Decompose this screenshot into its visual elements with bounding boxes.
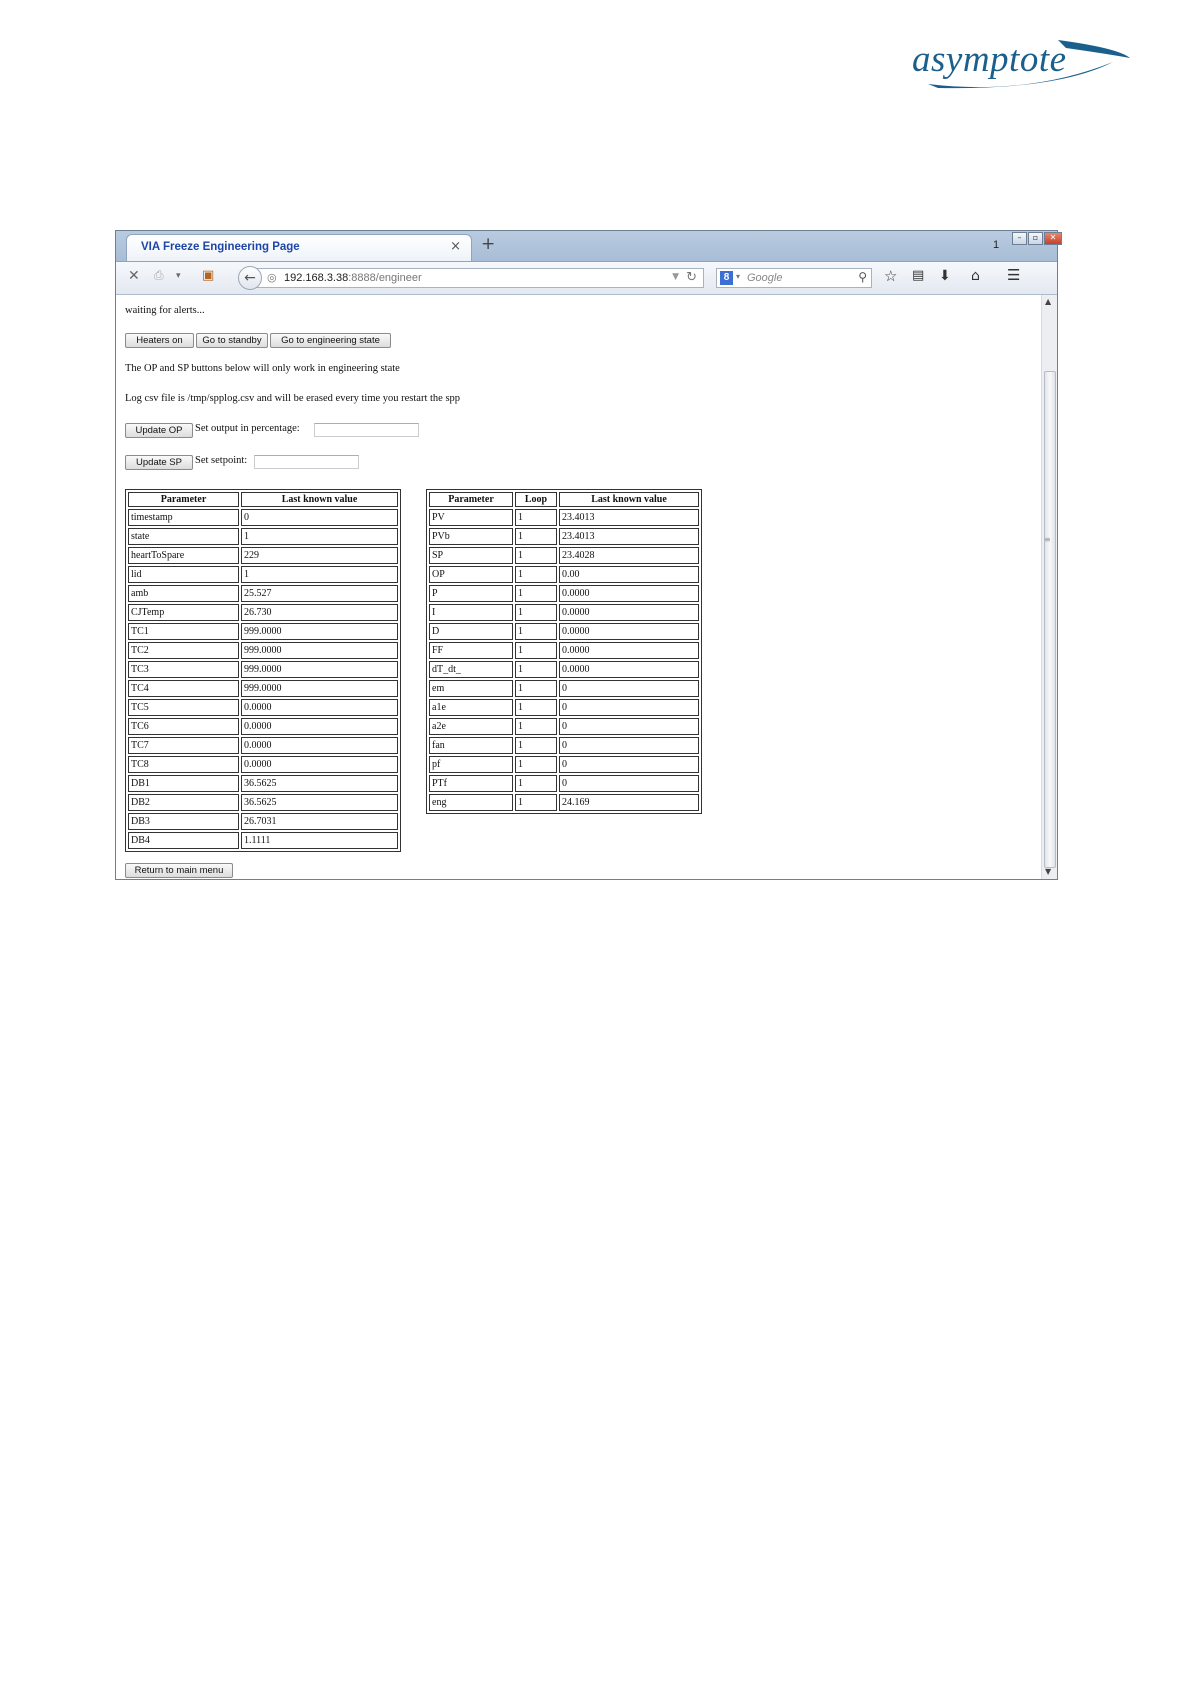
table-cell: 1 (515, 585, 557, 602)
table-cell: pf (429, 756, 513, 773)
table-cell: eng (429, 794, 513, 811)
table-cell: 1 (515, 528, 557, 545)
table-row (429, 585, 699, 602)
table-cell: amb (128, 585, 239, 602)
table-row (128, 832, 398, 849)
maximize-icon[interactable]: ▫ (1028, 232, 1043, 245)
table-row (128, 509, 398, 526)
column-header: Last known value (559, 492, 699, 507)
table-cell: 1 (515, 547, 557, 564)
bookmarks-list-icon[interactable]: ▤ (912, 268, 925, 283)
scroll-grip-icon: ≡ (1044, 535, 1051, 544)
asymptote-logo (908, 34, 1130, 90)
table-cell: I (429, 604, 513, 621)
table-row (429, 604, 699, 621)
table-cell: TC4 (128, 680, 239, 697)
globe-icon: ◎ (267, 271, 277, 284)
table-cell: 1 (515, 623, 557, 640)
search-magnifier-icon[interactable]: ⚲ (858, 270, 867, 284)
new-tab-icon[interactable]: + (481, 234, 496, 254)
set-setpoint-label: Set setpoint: (195, 455, 248, 466)
bookmark-star-icon[interactable]: ☆ (884, 267, 898, 285)
table-cell: 1 (515, 794, 557, 811)
table-cell: TC1 (128, 623, 239, 640)
engineering-note: The OP and SP buttons below will only work in engineering state (125, 363, 400, 374)
tab-count: 1 (993, 239, 1000, 251)
table-cell: 23.4013 (559, 509, 699, 526)
return-to-main-menu-button[interactable]: Return to main menu (125, 863, 233, 878)
table-cell: fan (429, 737, 513, 754)
vertical-scrollbar[interactable] (1041, 295, 1057, 879)
scroll-down-arrow-icon[interactable]: ▼ (1045, 867, 1052, 876)
setpoint-input[interactable] (254, 455, 359, 469)
tab-bar (116, 231, 1057, 262)
table-header-row (128, 492, 398, 507)
table-cell: 0.0000 (559, 661, 699, 678)
table-cell: 26.730 (241, 604, 398, 621)
table-cell: FF (429, 642, 513, 659)
table-cell: DB4 (128, 832, 239, 849)
table-cell: 0.0000 (241, 718, 398, 735)
table-row (429, 680, 699, 697)
table-row (128, 699, 398, 716)
table-cell: 1 (515, 642, 557, 659)
logo-text: asymptote (912, 39, 1067, 80)
output-percentage-input[interactable] (314, 423, 419, 437)
table-cell: TC7 (128, 737, 239, 754)
table-cell: 999.0000 (241, 661, 398, 678)
menu-hamburger-icon[interactable]: ☰ (1007, 266, 1021, 284)
table-cell: SP (429, 547, 513, 564)
table-row (128, 585, 398, 602)
table-row (128, 680, 398, 697)
download-icon[interactable]: ⬇ (939, 268, 951, 284)
table-row (128, 528, 398, 545)
table-cell: TC5 (128, 699, 239, 716)
table-cell: 1 (515, 604, 557, 621)
table-cell: PTf (429, 775, 513, 792)
table-cell: 0 (559, 680, 699, 697)
table-row (128, 737, 398, 754)
minimize-icon[interactable]: – (1012, 232, 1027, 245)
table-cell: 1 (241, 528, 398, 545)
url-dropdown-icon[interactable]: ▼ (672, 272, 679, 282)
table-cell: 0 (559, 699, 699, 716)
table-cell: 999.0000 (241, 642, 398, 659)
scroll-up-arrow-icon[interactable]: ▲ (1045, 297, 1052, 306)
reload-icon[interactable]: ↻ (686, 270, 697, 285)
table-cell: 999.0000 (241, 680, 398, 697)
table-row (128, 604, 398, 621)
column-header: Last known value (241, 492, 398, 507)
table-row (128, 642, 398, 659)
table-cell: 1 (515, 737, 557, 754)
table-cell: 0 (559, 718, 699, 735)
table-row (128, 547, 398, 564)
table-cell: 0.00 (559, 566, 699, 583)
search-bar[interactable] (716, 268, 872, 288)
table-cell: 1 (515, 699, 557, 716)
table-cell: 0 (559, 737, 699, 754)
tab-title: VIA Freeze Engineering Page (141, 241, 300, 253)
table-cell: 999.0000 (241, 623, 398, 640)
print-icon[interactable]: ⎙ (154, 268, 164, 282)
log-file-note: Log csv file is /tmp/spplog.csv and will be erased every time you restart the spp (125, 393, 461, 404)
table-row (429, 566, 699, 583)
table-row (429, 642, 699, 659)
table-cell: 36.5625 (241, 794, 398, 811)
table-cell: state (128, 528, 239, 545)
table-cell: 0.0000 (559, 642, 699, 659)
google-icon[interactable]: 8 (720, 271, 733, 285)
update-sp-button[interactable]: Update SP (125, 455, 193, 470)
table-cell: OP (429, 566, 513, 583)
table-row (128, 718, 398, 735)
screenshot-icon[interactable]: ▣ (202, 268, 215, 283)
table-row (429, 547, 699, 564)
table-cell: 0.0000 (559, 585, 699, 602)
loop-parameters-table (426, 489, 702, 814)
table-cell: CJTemp (128, 604, 239, 621)
update-op-button[interactable]: Update OP (125, 423, 193, 438)
table-header-row (429, 492, 699, 507)
url-bar[interactable] (256, 268, 704, 288)
window-controls (1012, 232, 1062, 245)
url-text[interactable]: 192.168.3.38:8888/engineer (284, 272, 422, 284)
table-cell: 23.4013 (559, 528, 699, 545)
table-cell: dT_dt_ (429, 661, 513, 678)
table-cell: TC6 (128, 718, 239, 735)
table-row (128, 775, 398, 792)
back-arrow-icon[interactable]: ← (238, 266, 262, 290)
table-row (128, 756, 398, 773)
table-row (128, 794, 398, 811)
table-cell: 0 (241, 509, 398, 526)
table-cell: 1 (515, 566, 557, 583)
tab-engineering-page[interactable] (126, 234, 472, 261)
table-cell: 1 (515, 661, 557, 678)
table-cell: 0.0000 (241, 737, 398, 754)
go-to-engineering-state-button[interactable]: Go to engineering state (270, 333, 391, 348)
table-cell: 1 (515, 756, 557, 773)
table-row (429, 756, 699, 773)
table-cell: PV (429, 509, 513, 526)
table-cell: 0.0000 (241, 756, 398, 773)
home-icon[interactable]: ⌂ (971, 268, 980, 284)
table-cell: DB3 (128, 813, 239, 830)
table-row (128, 813, 398, 830)
table-cell: P (429, 585, 513, 602)
table-row (128, 661, 398, 678)
table-cell: TC8 (128, 756, 239, 773)
table-cell: a2e (429, 718, 513, 735)
table-cell: DB1 (128, 775, 239, 792)
table-row (128, 566, 398, 583)
table-cell: heartToSpare (128, 547, 239, 564)
set-output-label: Set output in percentage: (195, 423, 300, 434)
column-header: Loop (515, 492, 557, 507)
browser-window (115, 230, 1058, 880)
table-cell: 1 (515, 509, 557, 526)
table-cell: 1 (515, 718, 557, 735)
table-cell: 25.527 (241, 585, 398, 602)
table-cell: timestamp (128, 509, 239, 526)
table-row (429, 509, 699, 526)
heaters-on-button[interactable]: Heaters on (125, 333, 194, 348)
page-content (116, 295, 1041, 879)
table-cell: 0.0000 (559, 604, 699, 621)
table-cell: 0 (559, 775, 699, 792)
table-cell: DB2 (128, 794, 239, 811)
parameters-table (125, 489, 401, 852)
stop-icon[interactable]: ✕ (128, 268, 140, 284)
table-cell: 23.4028 (559, 547, 699, 564)
table-row (429, 737, 699, 754)
table-row (429, 794, 699, 811)
table-cell: PVb (429, 528, 513, 545)
table-cell: 36.5625 (241, 775, 398, 792)
table-cell: TC2 (128, 642, 239, 659)
table-cell: 0.0000 (559, 623, 699, 640)
table-cell: 0 (559, 756, 699, 773)
search-engine-dropdown-icon[interactable]: ▾ (736, 272, 741, 281)
scroll-thumb[interactable] (1044, 371, 1056, 868)
table-row (429, 699, 699, 716)
dropdown-icon[interactable]: ▾ (176, 271, 181, 281)
column-header: Parameter (128, 492, 239, 507)
table-cell: 24.169 (559, 794, 699, 811)
table-cell: 1.1111 (241, 832, 398, 849)
close-window-icon[interactable]: ✕ (1044, 232, 1062, 245)
table-cell: a1e (429, 699, 513, 716)
table-cell: em (429, 680, 513, 697)
table-row (128, 623, 398, 640)
table-cell: 1 (515, 680, 557, 697)
navigation-toolbar (116, 262, 1057, 295)
table-cell: 1 (515, 775, 557, 792)
table-cell: TC3 (128, 661, 239, 678)
table-row (429, 661, 699, 678)
table-cell: 1 (241, 566, 398, 583)
table-cell: lid (128, 566, 239, 583)
table-row (429, 775, 699, 792)
table-row (429, 718, 699, 735)
status-text: waiting for alerts... (125, 305, 205, 316)
search-input[interactable]: Google (747, 272, 783, 284)
table-row (429, 528, 699, 545)
go-to-standby-button[interactable]: Go to standby (196, 333, 268, 348)
table-cell: 229 (241, 547, 398, 564)
tab-close-icon[interactable]: × (450, 239, 461, 254)
table-row (429, 623, 699, 640)
table-cell: 26.7031 (241, 813, 398, 830)
table-cell: 0.0000 (241, 699, 398, 716)
column-header: Parameter (429, 492, 513, 507)
table-cell: D (429, 623, 513, 640)
